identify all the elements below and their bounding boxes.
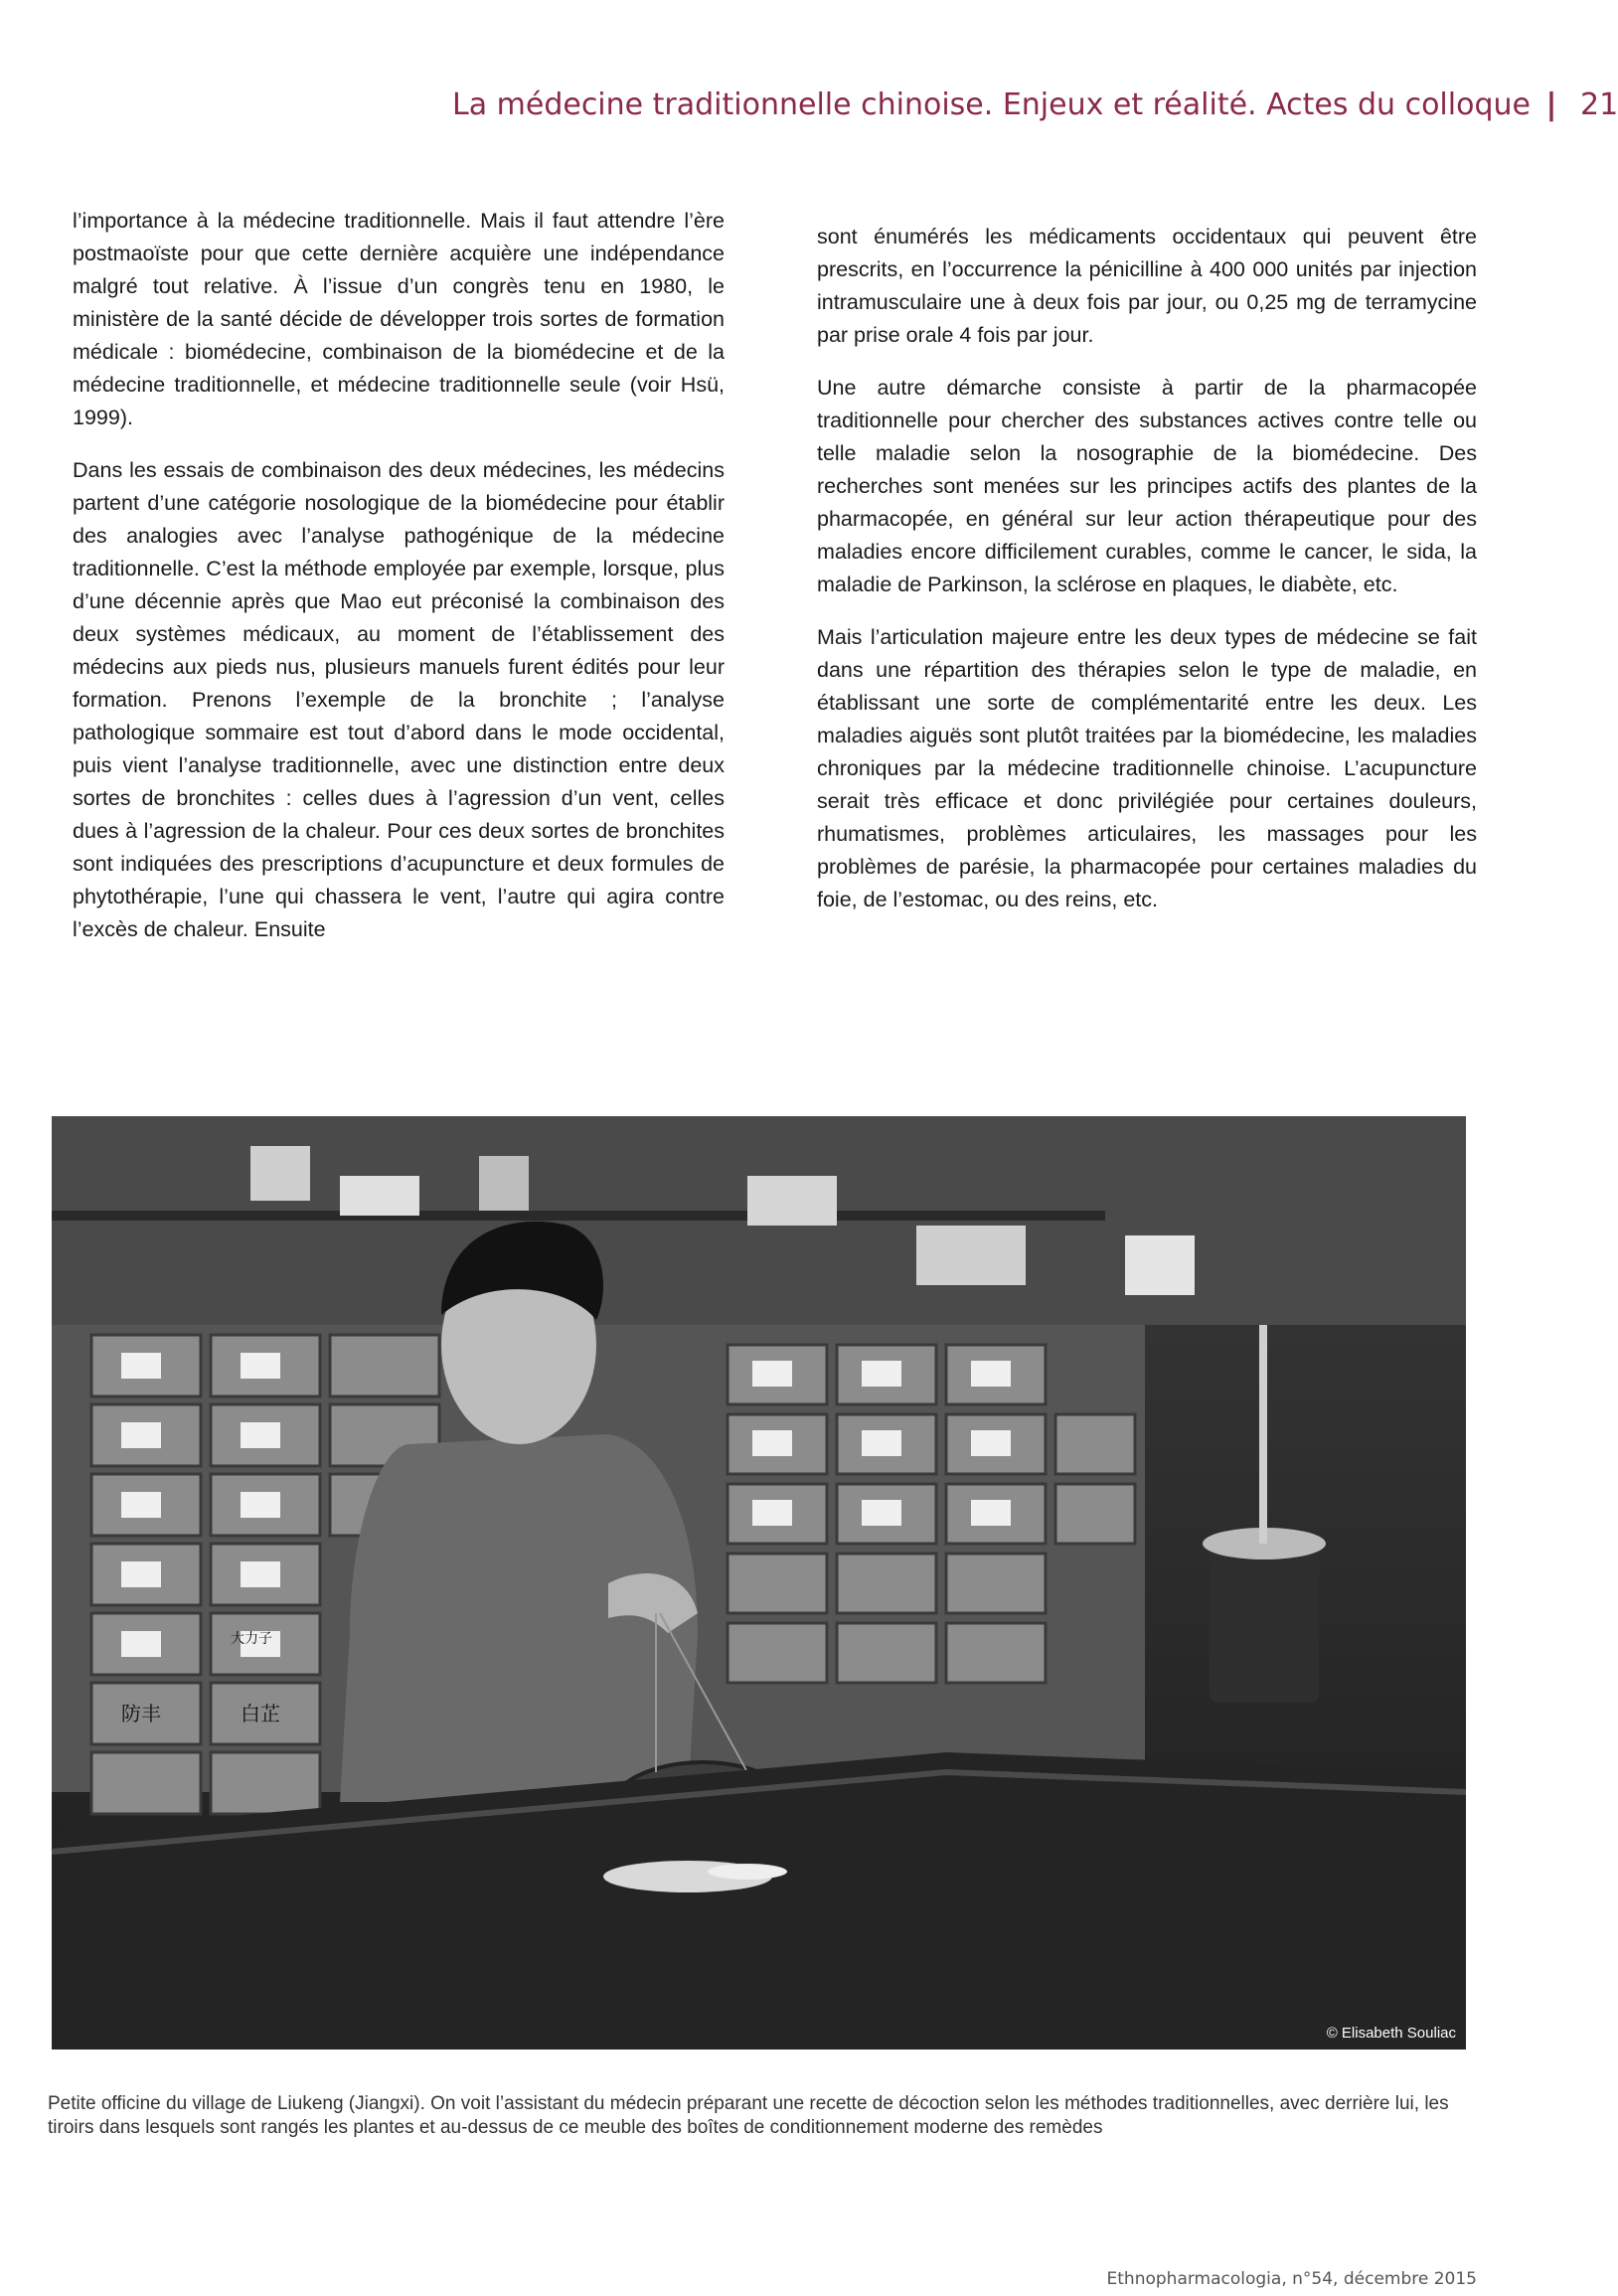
right-text-column (817, 221, 1477, 936)
paragraph: sont énumérés les médicaments occidentaux qui peuvent être prescrits, en l’occurrence la pénicilline à 400 000 unités par injection intramusculaire une à deux fois par jour, ou 0,25 mg de terramycine par prise orale 4 fois par jour. (817, 225, 1477, 347)
figure-caption: Petite officine du village de Liukeng (Jiangxi). On voit l’assistant du médecin préparant une recette de décoction selon les méthodes traditionnelles, avec derrière lui, les tiroirs dans lesquels sont rangés les plantes et au-dessus de ce meuble des boîtes de conditionnement moderne des remèdes (48, 2093, 1449, 2138)
photo-credit: © Elisabeth Souliac (1326, 2025, 1456, 2042)
herb-pot (1210, 1544, 1319, 1703)
left-text-column (73, 205, 725, 966)
running-head (452, 87, 1618, 122)
paragraph: Dans les essais de combinaison des deux médecines, les médecins partent d’une catégorie nosologique de la biomédecine pour établir des analogies avec l’analyse pathogénique de la médecine traditionnelle. C’est la méthode employée par exemple, lorsque, plus d’une décennie après que Mao eut préconisé la combinaison des deux systèmes médicaux, au moment de l’établissement des médecins aux pieds nus, plusieurs manuels furent édités pour leur formation. Prenons l’exemple de la bronchite ; l’analyse pathologique sommaire est tout d’abord dans le mode occidental, puis vient l’analyse traditionnelle, avec une distinction entre deux sortes de bronchites : celles dues à l’agression d’un vent, celles dues à l’agression de la chaleur. Pour ces deux sortes de bronchites sont indiquées des prescriptions d’acupuncture et deux formules de phytothérapie, l’une qui chassera le vent, l’autre qui agira contre l’excès de chaleur. Ensuite (73, 458, 725, 941)
paragraph: l’importance à la médecine traditionnelle. Mais il faut attendre l’ère postmaoïste pour que cette dernière acquière une indépendance malgré tout relative. À l’issue d’un congrès tenu en 1980, le ministère de la santé décide de développer trois sortes de formation médicale : biomédecine, combinaison de la biomédecine et de la médecine traditionnelle, et médecine traditionnelle seule (voir Hsü, 1999). (73, 209, 725, 429)
journal-footer: Ethnopharmacologia, n°54, décembre 2015 (1106, 2269, 1477, 2289)
drawer-label: 白芷 (241, 1702, 280, 1725)
drawer-label: 大力子 (231, 1631, 272, 1647)
drawer-label: 防丰 (121, 1702, 161, 1725)
pharmacy-photo (52, 1116, 1466, 2050)
paragraph: Une autre démarche consiste à partir de la pharmacopée traditionnelle pour chercher des substances actives contre telle ou telle maladie selon la nosographie de la biomédecine. Des recherches sont menées sur les principes actifs des plantes de la pharmacopée, en général sur leur action thérapeutique pour des maladies encore difficilement curables, comme le cancer, le sida, la maladie de Parkinson, la sclérose en plaques, le diabète, etc. (817, 376, 1477, 596)
photo-illustration (52, 1116, 1466, 2050)
page-number: 21 (1580, 87, 1618, 122)
paragraph: Mais l’articulation majeure entre les deux types de médecine se fait dans une répartition des thérapies selon le type de maladie, en établissant une sorte de complémentarité entre les deux. Les maladies aiguës sont plutôt traitées par la biomédecine, les maladies chroniques par la médecine traditionnelle chinoise. L’acupuncture serait très efficace et donc privilégiée pour certaines douleurs, rhumatismes, problèmes articulaires, les massages pour les problèmes de parésie, la pharmacopée pour certaines maladies du foie, de l’estomac, ou des reins, etc. (817, 625, 1477, 911)
journal-section-title: La médecine traditionnelle chinoise. Enjeux et réalité. Actes du colloque (452, 87, 1531, 122)
header-separator: | (1545, 87, 1557, 122)
